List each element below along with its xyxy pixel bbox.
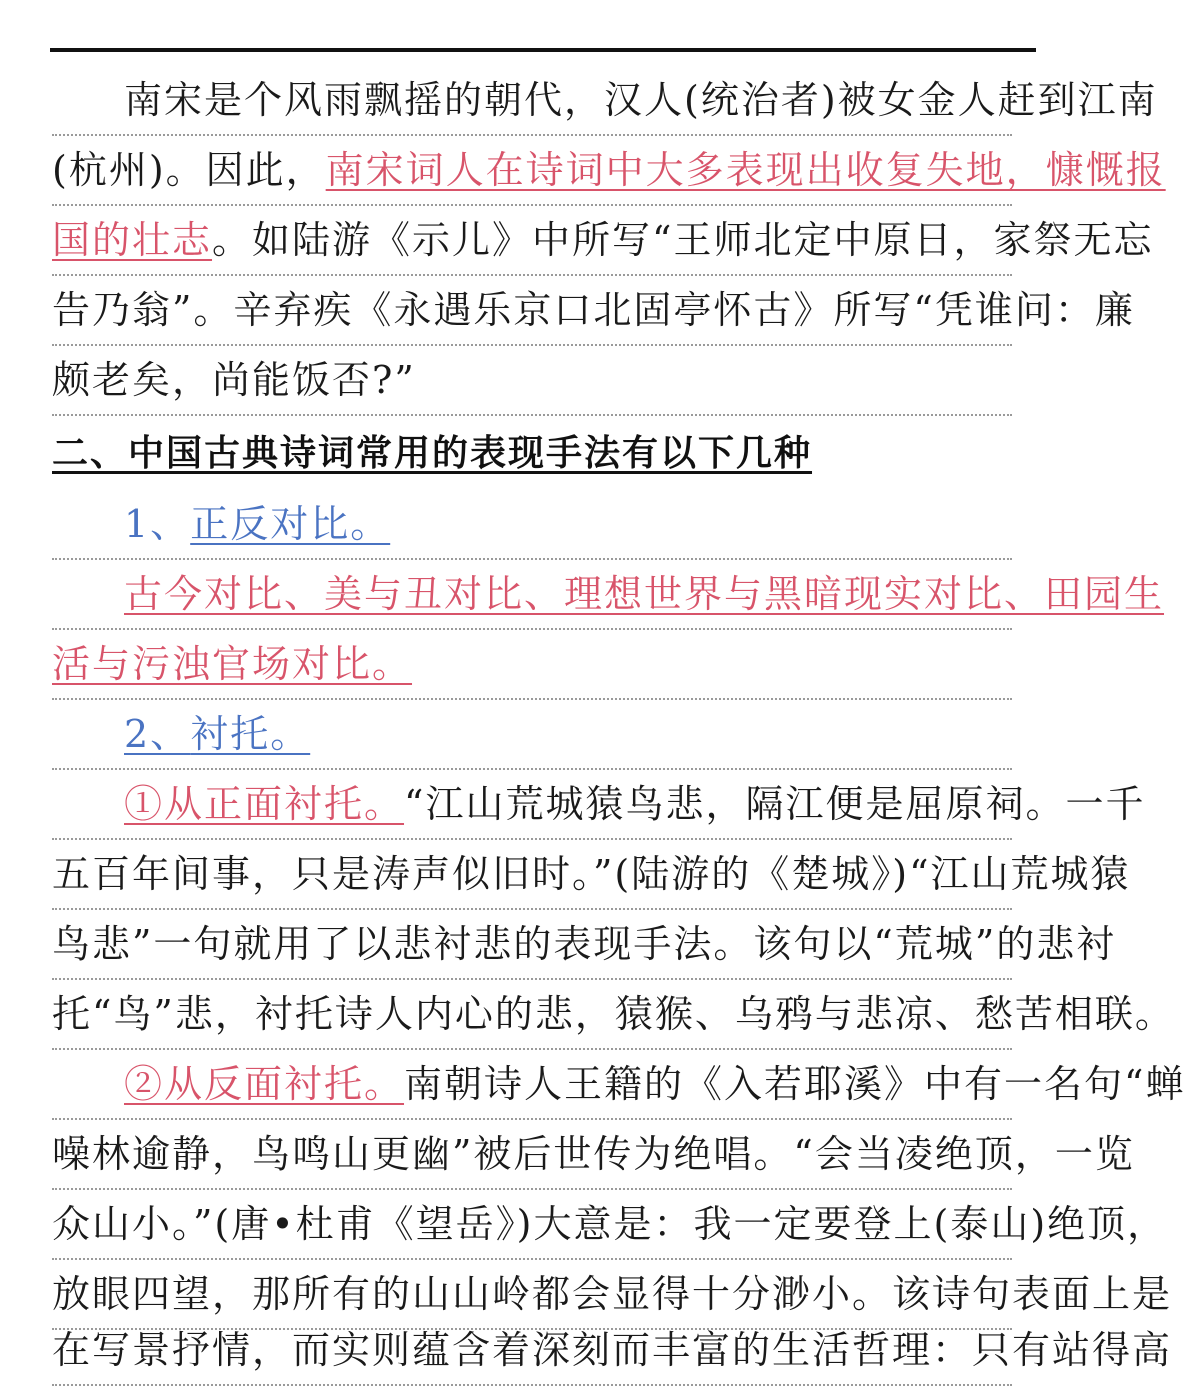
- highlight-text: 国的壮志: [52, 218, 213, 262]
- paragraph-line: [52, 136, 1166, 206]
- paragraph-line: [52, 770, 1146, 840]
- paragraph-line: [52, 630, 1012, 700]
- paragraph-line: [52, 1316, 1173, 1386]
- paragraph-line: [52, 276, 1135, 346]
- paragraph-line: [52, 1050, 1185, 1120]
- section-heading: [52, 420, 1012, 488]
- highlight-text: 活与污浊官场对比。: [52, 642, 413, 686]
- subitem-label: ②从反面衬托。: [124, 1062, 405, 1106]
- item-label: 正反对比。: [190, 502, 391, 546]
- paragraph-line: [52, 1120, 1135, 1190]
- text-segment: 噪林逾静，鸟鸣山更幽”被后世传为绝唱。“会当凌绝顶，一览: [52, 1132, 1135, 1176]
- text-segment: 放眼四望，那所有的山山岭都会显得十分渺小。该诗句表面上是: [52, 1272, 1173, 1316]
- paragraph-line: [52, 910, 1117, 980]
- text-segment: 颇老矣，尚能饭否?”: [52, 358, 416, 402]
- text-segment: 托“鸟”悲，衬托诗人内心的悲，猿猴、乌鸦与悲凉、愁苦相联。: [52, 992, 1175, 1036]
- text-segment: 五百年间事，只是涛声似旧时。”(陆游的《楚城》)“江山荒城猿: [52, 852, 1131, 896]
- paragraph-line: [52, 346, 1012, 416]
- item-line: [52, 490, 1012, 560]
- item-line: [52, 700, 1012, 770]
- paragraph-line: [52, 840, 1131, 910]
- highlight-text: 古今对比、美与丑对比、理想世界与黑暗现实对比、田园生: [124, 572, 1165, 616]
- top-rule: [50, 48, 1036, 52]
- text-segment: 在写景抒情，而实则蕴含着深刻而丰富的生活哲理：只有站得高: [52, 1328, 1173, 1372]
- item-number: 2、: [124, 712, 191, 756]
- heading-text: 二、中国古典诗词常用的表现手法有以下几种: [52, 433, 813, 474]
- paragraph-line: [52, 980, 1175, 1050]
- paragraph-line: [52, 1190, 1168, 1260]
- text-segment: “江山荒城猿鸟悲，隔江便是屈原祠。一千: [404, 782, 1146, 826]
- paragraph-line: [52, 66, 1158, 136]
- item-label: 衬托。: [190, 712, 311, 756]
- text-segment: 。如陆游《示儿》中所写“王师北定中原日，家祭无忘: [212, 218, 1154, 262]
- text-segment: 南宋是个风雨飘摇的朝代，汉人(统治者)被女金人赶到江南: [124, 78, 1158, 122]
- item-number: 1、: [124, 502, 191, 546]
- paragraph-line: [52, 560, 1165, 630]
- text-segment: 众山小。”(唐•杜甫《望岳》)大意是：我一定要登上(泰山)绝顶，: [52, 1202, 1168, 1246]
- subitem-label: ①从正面衬托。: [124, 782, 405, 826]
- text-segment: (杭州)。因此，: [52, 148, 326, 192]
- paragraph-line: [52, 206, 1154, 276]
- highlight-text: 南宋词人在诗词中大多表现出收复失地，慷慨报: [325, 148, 1166, 192]
- text-segment: 鸟悲”一句就用了以悲衬悲的表现手法。该句以“荒城”的悲衬: [52, 922, 1117, 966]
- text-segment: 告乃翁”。辛弃疾《永遇乐京口北固亭怀古》所写“凭谁问：廉: [52, 288, 1135, 332]
- text-segment: 南朝诗人王籍的《入若耶溪》中有一名句“蝉: [404, 1062, 1185, 1106]
